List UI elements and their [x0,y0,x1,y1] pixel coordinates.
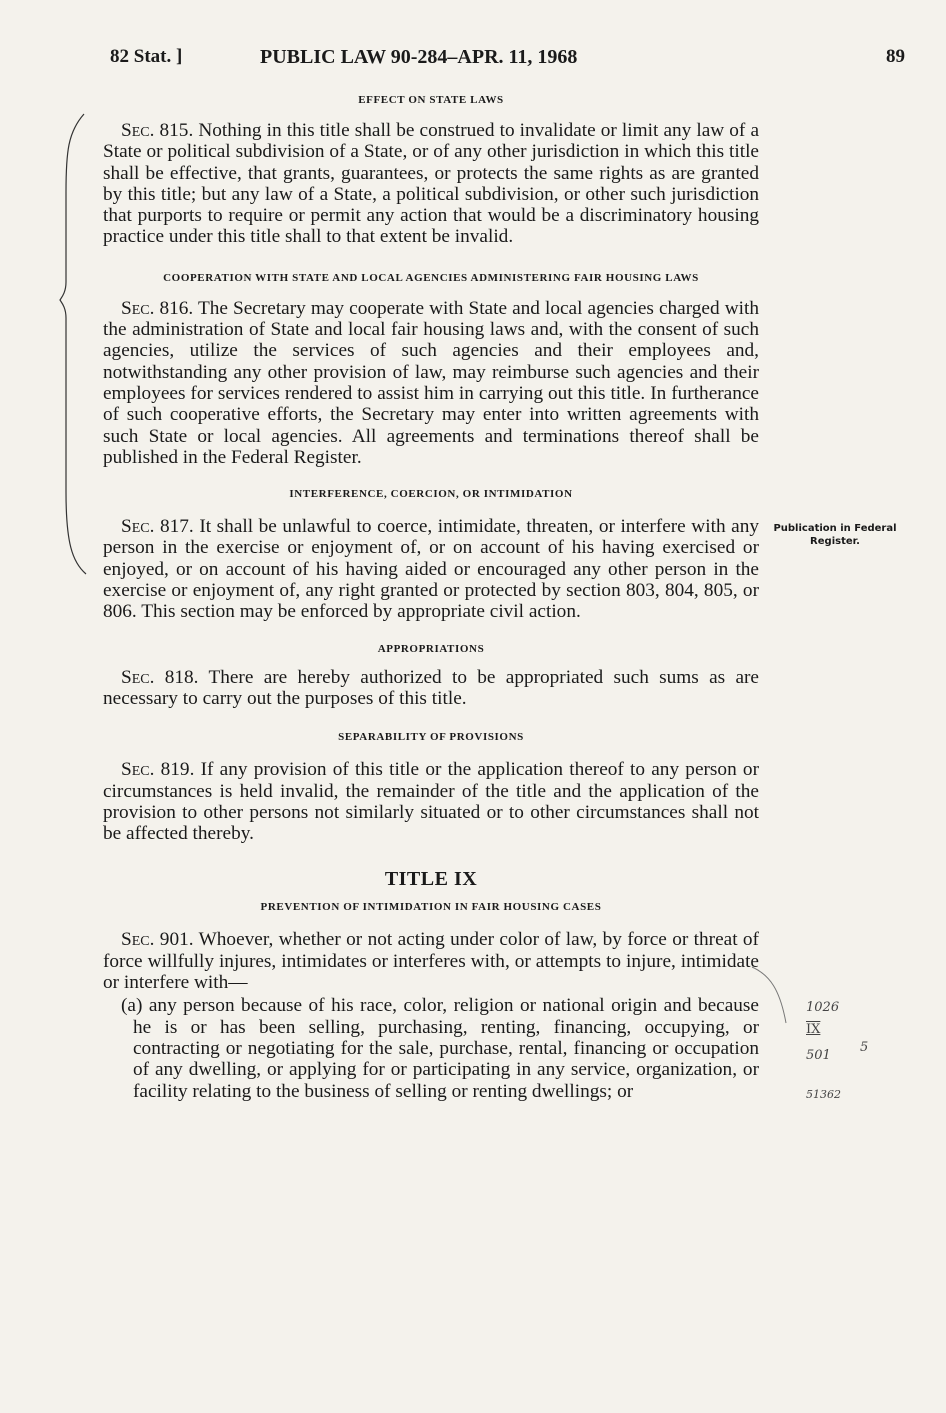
section-heading: EFFECT ON STATE LAWS [358,94,504,106]
page-header [110,46,905,80]
margin-note-federal-register: Publication in Federal Register. [773,523,897,547]
handwritten-note: 501 [806,1048,831,1063]
section-number: Sec. 817. [121,516,194,538]
section-818 [103,667,759,710]
left-margin-bracket [58,112,88,577]
handwritten-note: IX [806,1022,821,1037]
section-816 [103,298,759,468]
section-number: Sec. 819. [121,759,195,781]
section-heading: COOPERATION WITH STATE AND LOCAL AGENCIES ADMINISTERING FAIR HOUSING LAWS [163,271,699,284]
section-heading: SEPARABILITY OF PROVISIONS [338,731,524,744]
section-901 [103,929,759,993]
section-heading: PREVENTION OF INTIMIDATION IN FAIR HOUSING CASES [260,901,602,914]
handwritten-note: 1026 [806,1000,840,1015]
section-text: The Secretary may cooperate with State and local agencies charged with the administration of State and local fair housing laws and, with the consent of such agencies, utilize the services of such agencies and their employees and, notwithstanding any other provision of law, may reimburse such agencies and their employees for services rendered to assist him in carrying out this title. In furtherance of such cooperative efforts, the Secretary may enter into written agreements with such State or local agencies. All agreements and terminations thereof shall be published in the Federal Register. [103,297,759,468]
section-number: Sec. 815. [121,120,194,141]
section-number: Sec. 818. [121,666,199,688]
section-heading: INTERFERENCE, COERCION, OR INTIMIDATION [289,488,573,501]
section-819 [103,759,759,844]
section-901-item-a: (a) any person because of his race, color, religion or national origin and because he is or has been selling, purchasing, renting, financing, occupying, or contracting or negotiating for the sale, purchase, rental, financing or occupation of any dwelling, or applying for or participating in any service, organization, or facility relating to the business of selling or renting dwellings; or [121,995,759,1102]
handwritten-note: 5 [860,1040,869,1055]
handwritten-bracket [750,965,790,1025]
page-number: 89 [886,46,905,67]
handwritten-note: 51362 [806,1088,841,1101]
section-text: It shall be unlawful to coerce, intimidate, threaten, or interfere with any person in the exercise or enjoyment of, or on account of his having exercised or enjoyed, or on account of his having aided or encouraged any other person in the exercise or enjoyment of, any right granted or protected by section 803, 804, 805, or 806. This section may be enforced by appropriate civil action. [103,516,759,623]
statute-volume: 82 Stat. ] [110,46,183,67]
section-text: Nothing in this title shall be construed to invalidate or limit any law of a State or political subdivision of a State, or of any other jurisdiction in which this title shall be effective, that grants, guarantees, or protects the same rights as are granted by this title; but any law of a State, a political subdivision, or other such jurisdiction that purports to require or permit any action that would be a discriminatory housing practice under this title shall to that extent be invalid. [103,120,759,248]
document-body [103,90,759,1102]
section-number: Sec. 901. [121,929,194,951]
section-heading: APPROPRIATIONS [377,642,485,655]
section-number: Sec. 816. [121,297,194,319]
section-817 [103,516,759,622]
law-title: PUBLIC LAW 90-284–APR. 11, 1968 [260,46,578,68]
title-ix-heading: TITLE IX [384,868,478,891]
section-text: If any provision of this title or the application thereof to any person or circumstances is held invalid, the remainder of the title and the application of the provision to other persons not similarly situated or to other circumstances shall not be affected thereby. [103,759,759,845]
section-815 [103,120,759,248]
section-text: There are hereby authorized to be appropriated such sums as are necessary to carry out the purposes of this title. [103,666,759,709]
section-text: Whoever, whether or not acting under color of law, by force or threat of force willfully injures, intimidates or interferes with, or attempts to injure, intimidate or interfere with— [103,929,759,994]
